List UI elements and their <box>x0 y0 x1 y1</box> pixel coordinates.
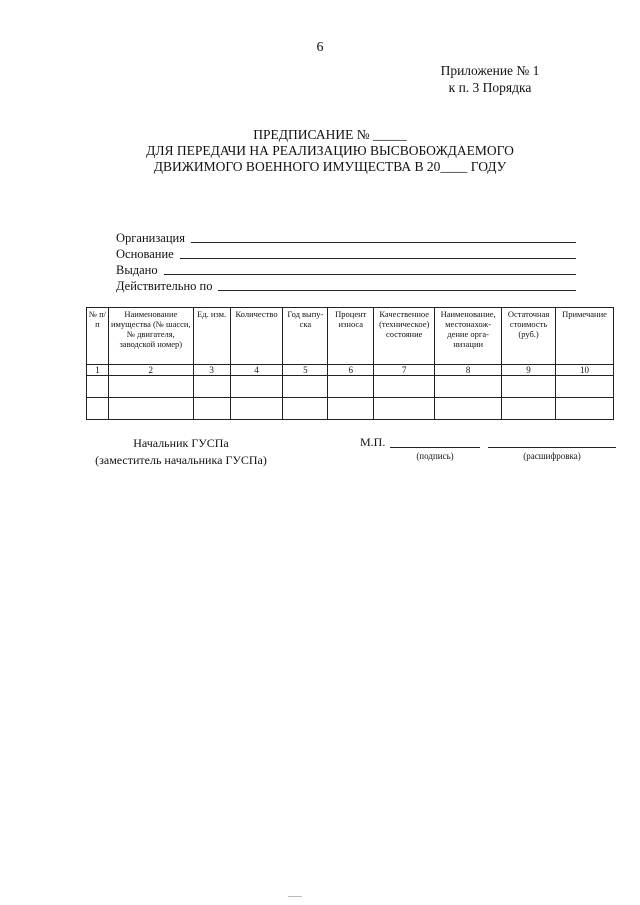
signature-caption: (подпись) <box>416 451 454 461</box>
fill-line <box>191 232 576 243</box>
fill-line <box>164 264 576 275</box>
footer-mark <box>288 896 302 897</box>
empty-cell <box>502 398 556 420</box>
field-label: Действительно по <box>116 279 213 293</box>
property-table <box>86 307 614 420</box>
column-number: 2 <box>108 365 193 376</box>
empty-cell <box>435 376 502 398</box>
signature-line <box>390 447 480 448</box>
empty-cell <box>193 398 230 420</box>
fill-line <box>218 280 576 291</box>
field-label: Основание <box>116 247 174 261</box>
column-number: 1 <box>87 365 109 376</box>
header-cell: Качественное (техническое) состояние <box>374 308 435 365</box>
form-fields <box>116 230 576 294</box>
column-number: 8 <box>435 365 502 376</box>
empty-cell <box>230 398 283 420</box>
title-line-3: ДВИЖИМОГО ВОЕННОГО ИМУЩЕСТВА В 20____ ГОДУ <box>153 159 507 174</box>
decoding-line <box>488 447 616 448</box>
fill-line <box>180 248 576 259</box>
column-number: 6 <box>328 365 374 376</box>
field-basis <box>116 246 576 262</box>
header-cell: Наименование имущества (№ шасси, № двигателя, заводской номер) <box>108 308 193 365</box>
empty-cell <box>435 398 502 420</box>
empty-cell <box>230 376 283 398</box>
column-number: 10 <box>556 365 614 376</box>
document-title <box>80 127 580 175</box>
column-number-row <box>87 365 614 376</box>
column-number: 4 <box>230 365 283 376</box>
appendix-line-1: Приложение № 1 <box>440 63 540 78</box>
page-number: 6 <box>316 40 324 55</box>
column-number: 3 <box>193 365 230 376</box>
empty-cell <box>556 398 614 420</box>
empty-cell <box>87 376 109 398</box>
empty-cell <box>328 376 374 398</box>
empty-cell <box>283 398 328 420</box>
column-number: 7 <box>374 365 435 376</box>
empty-cell <box>374 398 435 420</box>
table-header-row <box>87 308 614 365</box>
header-cell: Наименование, местонахож-дение орга-низации <box>435 308 502 365</box>
empty-cell <box>502 376 556 398</box>
appendix-reference <box>420 62 560 96</box>
header-cell: Процент износа <box>328 308 374 365</box>
header-cell: Остаточная стоимость (руб.) <box>502 308 556 365</box>
empty-cell <box>193 376 230 398</box>
header-cell: Количество <box>230 308 283 365</box>
field-issued-to <box>116 262 576 278</box>
appendix-line-2: к п. 3 Порядка <box>448 80 532 95</box>
empty-cell <box>374 376 435 398</box>
header-cell: Примечание <box>556 308 614 365</box>
position-title: Начальник ГУСПа <box>133 436 229 450</box>
header-cell: Ед. изм. <box>193 308 230 365</box>
title-line-2: ДЛЯ ПЕРЕДАЧИ НА РЕАЛИЗАЦИЮ ВЫСВОБОЖДАЕМОГО <box>146 143 514 158</box>
empty-cell <box>108 398 193 420</box>
column-number: 5 <box>283 365 328 376</box>
field-organization <box>116 230 576 246</box>
header-cell: № п/п <box>87 308 109 365</box>
field-valid-until <box>116 278 576 294</box>
signatory-position <box>86 435 276 469</box>
field-label: Организация <box>116 231 185 245</box>
empty-cell <box>328 398 374 420</box>
title-line-1: ПРЕДПИСАНИЕ № _____ <box>253 127 407 142</box>
empty-cell <box>556 376 614 398</box>
decoding-caption: (расшифровка) <box>523 451 581 461</box>
empty-cell <box>108 376 193 398</box>
table-row <box>87 398 614 420</box>
field-label: Выдано <box>116 263 158 277</box>
table-row <box>87 376 614 398</box>
column-number: 9 <box>502 365 556 376</box>
seal-place-label: М.П. <box>360 435 386 449</box>
position-deputy: (заместитель начальника ГУСПа) <box>95 453 267 467</box>
header-cell: Год выпу-ска <box>283 308 328 365</box>
empty-cell <box>87 398 109 420</box>
empty-cell <box>283 376 328 398</box>
